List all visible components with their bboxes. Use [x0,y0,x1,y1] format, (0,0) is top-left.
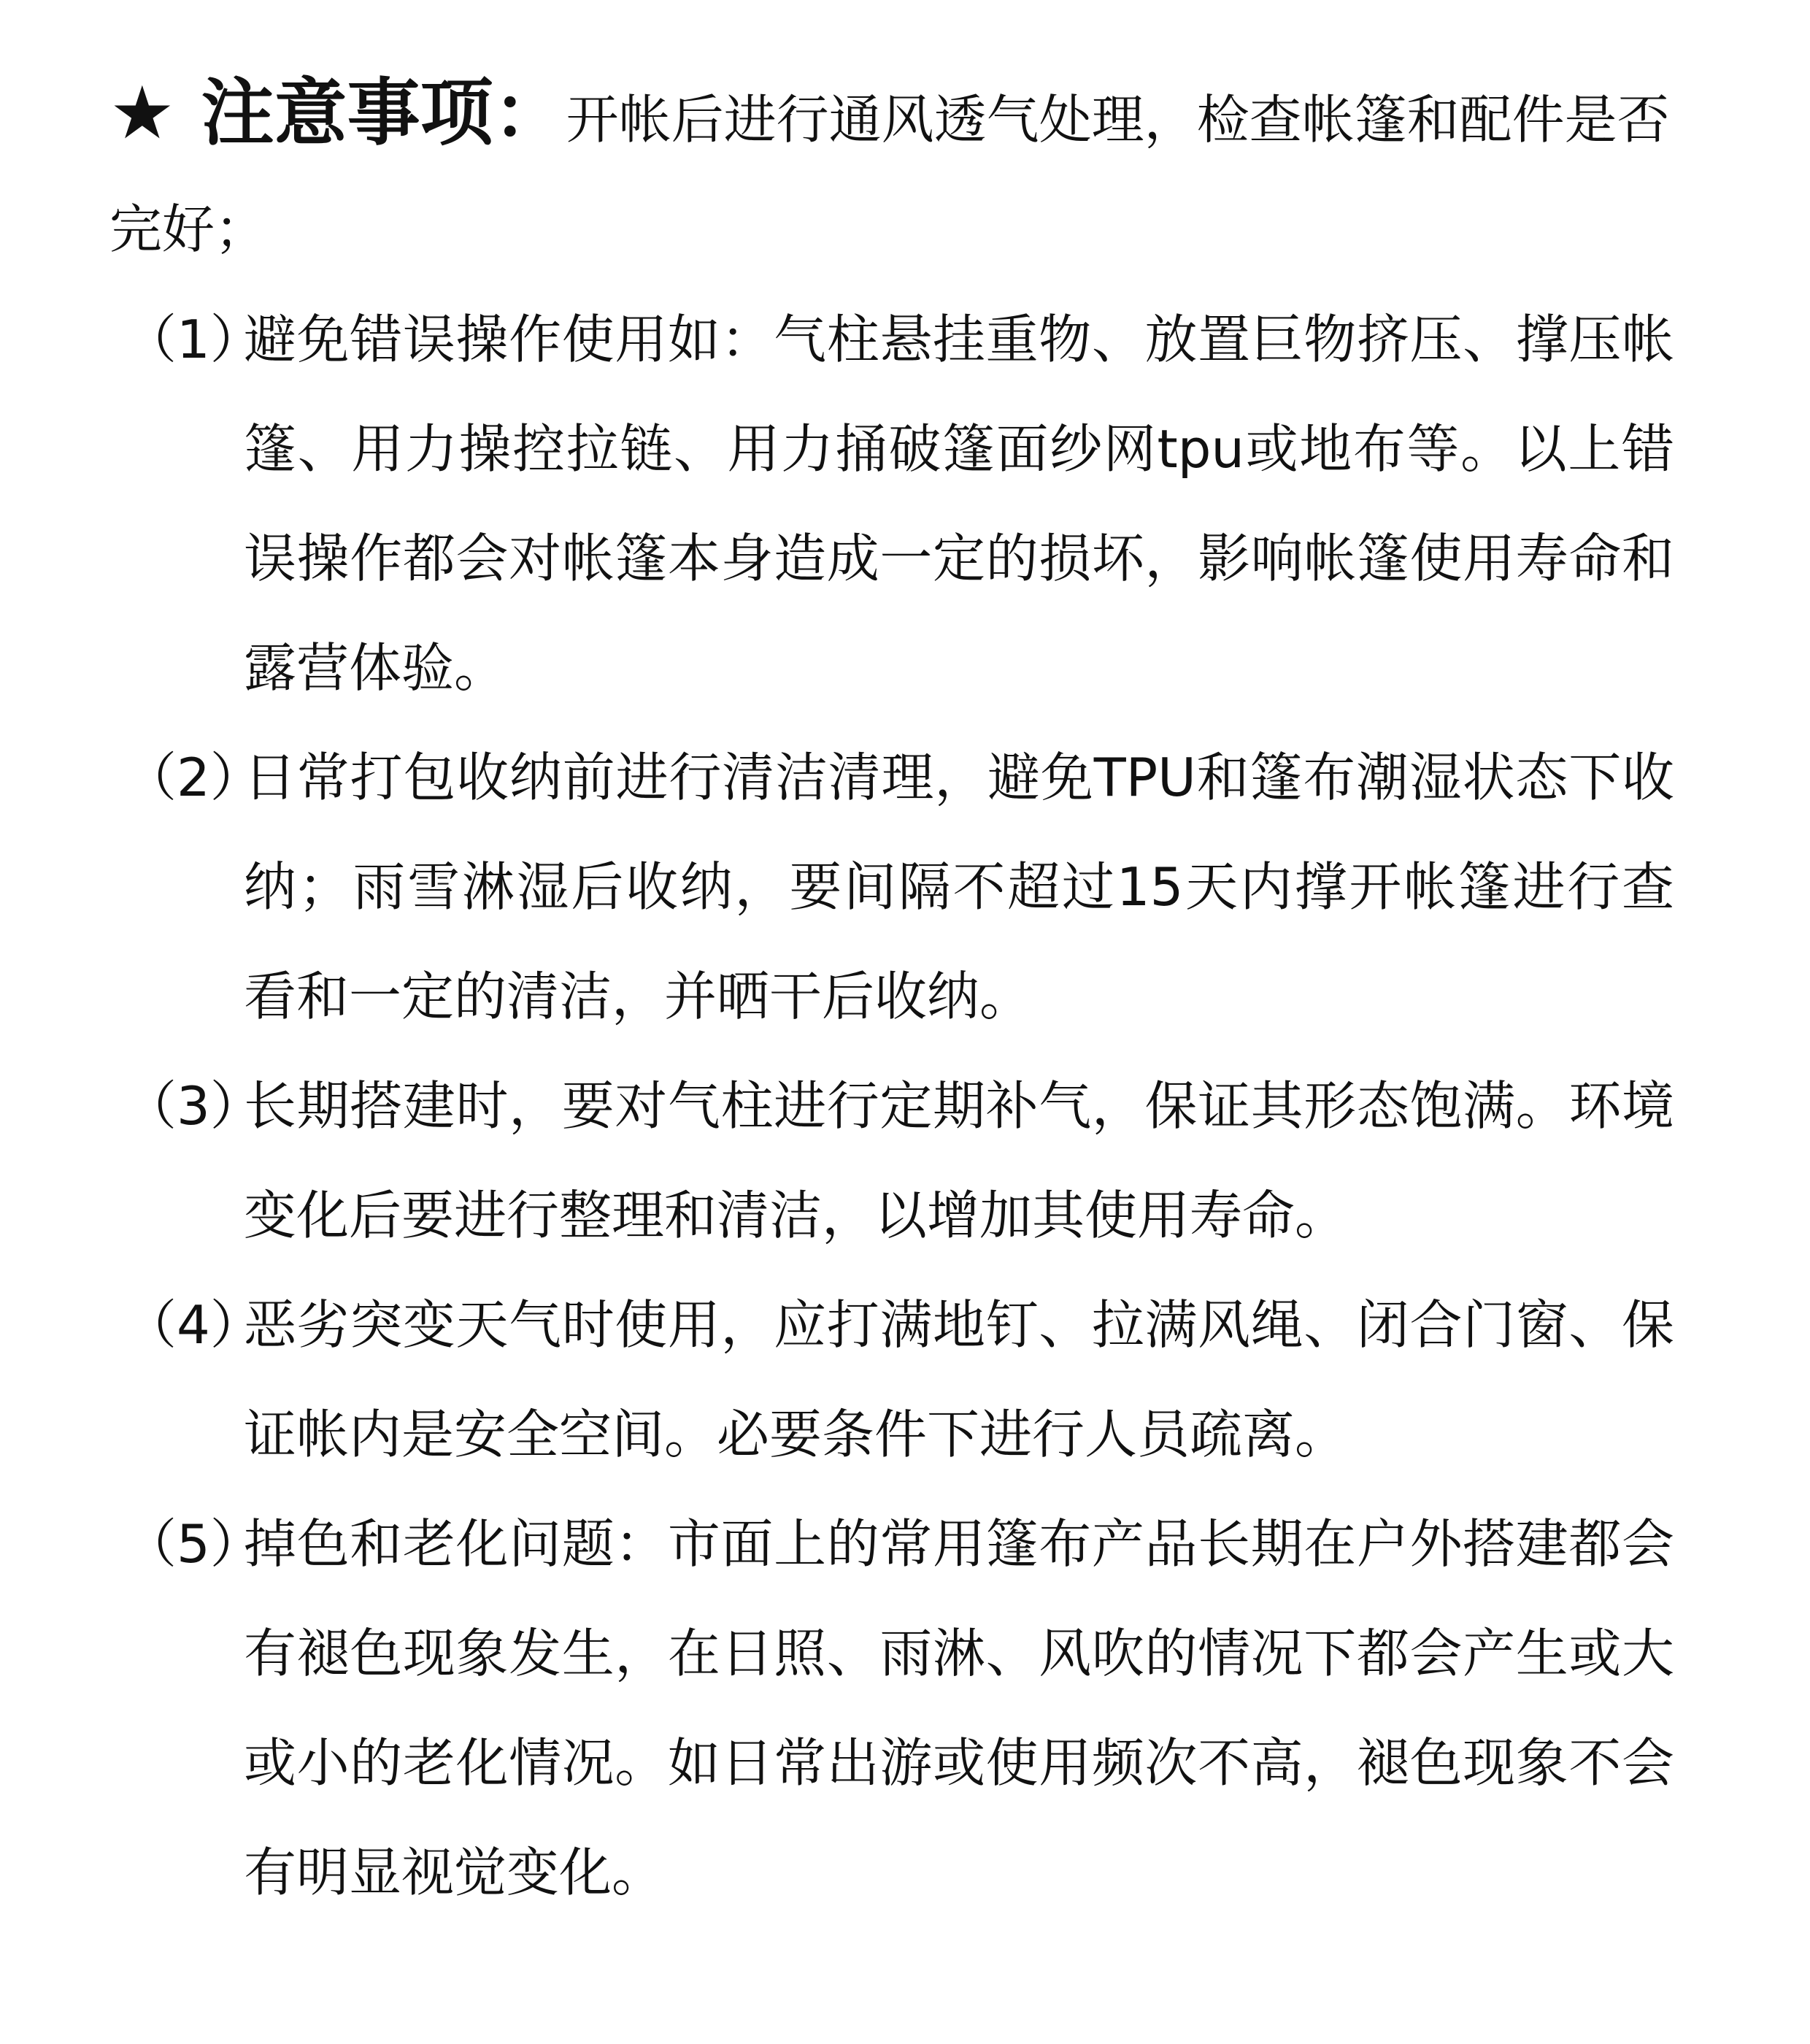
notice-intro: 开帐后进行通风透气处理，检查帐篷和配件是否完好； [109,89,1670,260]
item-text: 掉色和老化问题：市面上的常用篷布产品长期在户外搭建都会有褪色现象发生，在日照、雨淋、风吹的情况下都会产生或大或小的老化情况。如日常出游或使用频次不高，褪色现象不会有明显视觉变化。 [244,1513,1674,1903]
item-text: 日常打包收纳前进行清洁清理，避免TPU和篷布潮湿状态下收纳；雨雪淋湿后收纳，要间隔不超过15天内撑开帐篷进行查看和一定的清洁，并晒干后收纳。 [244,747,1674,1027]
list-item [124,723,1674,1051]
notice-heading [109,58,1686,284]
notice-title: 注意事项： [201,70,566,155]
item-text: 长期搭建时，要对气柱进行定期补气，保证其形态饱满。环境变化后要进行整理和清洁，以增加其使用寿命。 [244,1075,1674,1246]
item-number: （3） [124,1075,263,1137]
star-icon: ★ [109,70,175,155]
item-number: （5） [124,1513,263,1575]
list-item [124,285,1674,723]
item-number: （2） [124,747,263,808]
item-text: 避免错误操作使用如：气柱悬挂重物、放置巨物挤压、撑压帐篷、用力操控拉链、用力捅破篷面纱网tpu或地布等。以上错误操作都会对帐篷本身造成一定的损坏，影响帐篷使用寿命和露营体验。 [244,309,1674,699]
list-item [124,1051,1674,1270]
list-item [124,1270,1674,1489]
item-number: （1） [124,309,263,370]
list-item [124,1489,1674,1927]
item-number: （4） [124,1294,263,1356]
item-text: 恶劣突变天气时使用，应打满地钉、拉满风绳、闭合门窗、保证帐内是安全空间。必要条件下进行人员疏离。 [244,1294,1674,1465]
